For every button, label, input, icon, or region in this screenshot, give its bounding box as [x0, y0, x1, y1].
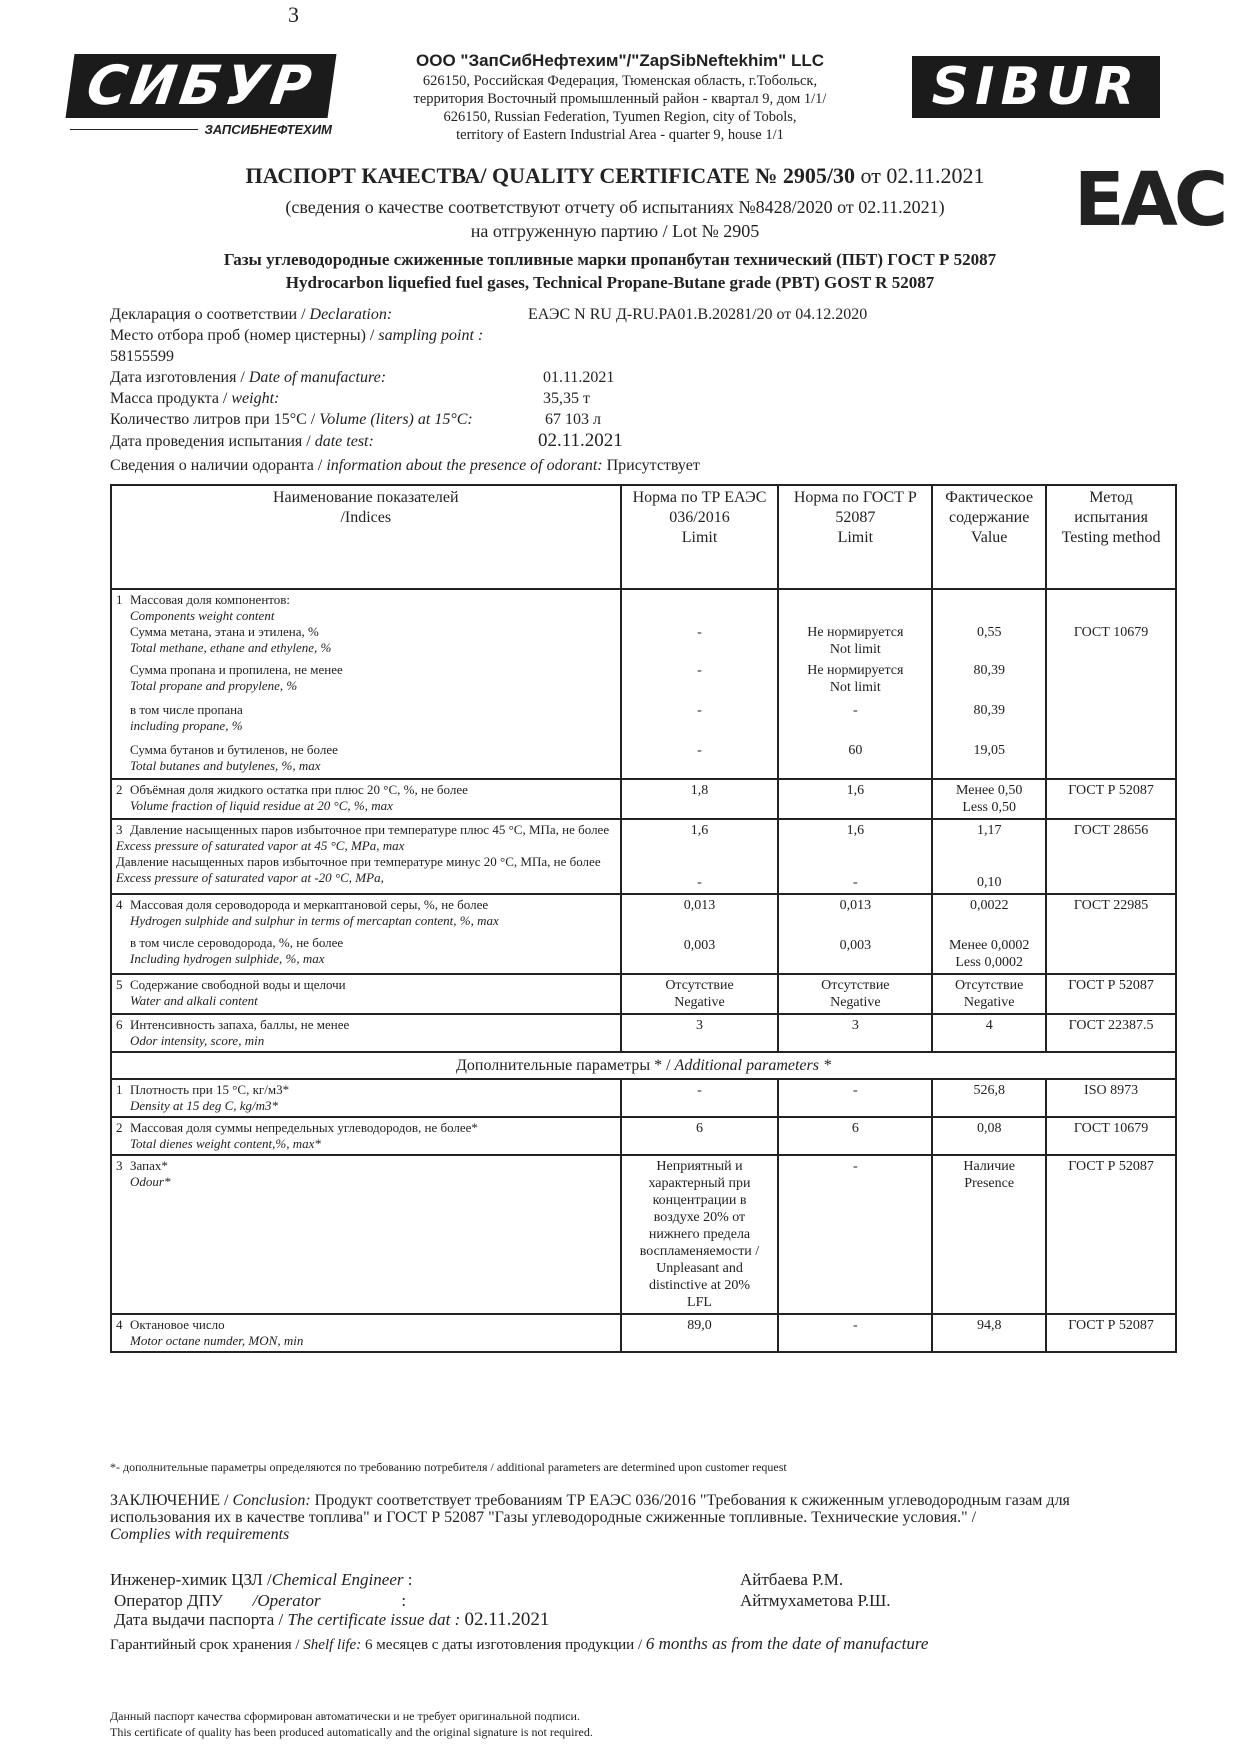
- mfg-value: 01.11.2021: [543, 369, 615, 386]
- product-ru: Газы углеводородные сжиженные топливные марки пропанбутан технический (ПБТ) ГОСТ Р 52087: [223, 250, 997, 269]
- meta-volume: Количество литров при 15°С / Volume (liters) at 15°С:: [110, 411, 473, 428]
- table-row: 1 Плотность при 15 °С, кг/м3* Density at 15 deg C, kg/m3* - - 526,8 ISO 8973: [111, 1079, 1176, 1117]
- company-name: ООО "ЗапСибНефтехим"/"ZapSibNeftekhim" LLC: [416, 51, 824, 70]
- title-info: [180, 195, 1050, 243]
- table-row: 3 Запах* Odour* Неприятный и характерный при концентрации в воздухе 20% от нижнего предела воспламеняемости / Unpleasant and distinctive at 20% LFL - Наличие Presence ГОСТ Р 52087: [111, 1155, 1176, 1314]
- title-from: от: [860, 163, 881, 188]
- table-row: 5 Содержание свободной воды и щелочи Water and alkali content Отсутствие Negative Отсутствие Negative Отсутствие Negative ГОСТ Р 52087: [111, 974, 1176, 1014]
- page-number: 3: [288, 2, 299, 27]
- additional-header-row: Дополнительные параметры * / Additional parameters *: [111, 1052, 1176, 1079]
- certificate-number: 2905/30: [782, 163, 856, 188]
- eac-mark: ЕАС: [1074, 157, 1225, 243]
- meta-mfg: Дата изготовления / Date of manufacture:: [110, 369, 387, 386]
- logo-subtitle: ЗАПСИБНЕФТЕХИМ: [204, 122, 332, 137]
- table-row: 3 Давление насыщенных паров избыточное при температуре плюс 45 °С, МПа, не более Excess pressure of saturated vapor at 45 °C, MPa, max Давление насыщенных паров избыточное при температуре минус 20 °С, МПа, не более Excess pressure of saturated vapor at -20 °C, MPa, 1,6 - 1,6 - 1,17 0,10 ГОСТ 28656: [111, 819, 1176, 894]
- declaration-value: ЕАЭС N RU Д-RU.PA01.B.20281/20 от 04.12.2020: [528, 306, 868, 323]
- header-value: Фактическое содержание Value: [932, 485, 1046, 589]
- footnote: *- дополнительные параметры определяются по требованию потребителя / additional parameters are determined upon customer request: [110, 1460, 787, 1474]
- volume-value: 67 103 л: [545, 411, 601, 428]
- footer-note: Данный паспорт качества сформирован автоматически и не требует оригинальной подписи. This certificate of quality has been produced automatically and the original signature is not required.: [110, 1709, 593, 1739]
- certificate-title: [160, 162, 1070, 190]
- quality-table: [110, 484, 1177, 1353]
- address-line: территория Восточный промышленный район - квартал 9, дом 1/1/: [413, 91, 827, 107]
- engineer-name: Айтбаева Р.М.: [740, 1570, 844, 1589]
- table-header: [111, 485, 1176, 589]
- shelf-life: Гарантийный срок хранения / Shelf life: 6 месяцев с даты изготовления продукции / 6 months as from the date of manufacture: [110, 1634, 929, 1653]
- product-name: [140, 248, 1080, 294]
- header-indices: Наименование показателей /Indices: [111, 485, 621, 589]
- title-main: ПАСПОРТ КАЧЕСТВА/ QUALITY CERTIFICATE №: [245, 163, 778, 188]
- header-method: Метод испытания Testing method: [1046, 485, 1176, 589]
- certificate-date: 02.11.2021: [886, 163, 985, 188]
- meta-test-date: Дата проведения испытания / date test:: [110, 433, 374, 450]
- company-block: [370, 52, 870, 144]
- weight-value: 35,35 т: [543, 390, 590, 407]
- meta-weight: Масса продукта / weight:: [110, 390, 280, 407]
- header-gost-limit: Норма по ГОСТ Р 52087 Limit: [778, 485, 932, 589]
- sibur-logo-right: SIBUR: [912, 56, 1160, 118]
- table-row: 2 Массовая доля суммы непредельных углеводородов, не более* Total dienes weight content,%, max* 6 6 0,08 ГОСТ 10679: [111, 1117, 1176, 1155]
- address-line: 626150, Российская Федерация, Тюменская область, г.Тобольск,: [422, 73, 818, 89]
- header-tr-limit: Норма по ТР ЕАЭС 036/2016 Limit: [621, 485, 779, 589]
- address-line: territory of Eastern Industrial Area - quarter 9, house 1/1: [456, 127, 784, 143]
- table-row: 4 Массовая доля сероводорода и меркаптановой серы, %, не более Hydrogen sulphide and sulphur in terms of mercaptan content, %, max в том числе сероводорода, %, не более Including hydrogen sulphide, %, max 0,013 0,003 0,013 0,003 0,0022 Менее 0,0002 Less 0,0002 ГОСТ 22985: [111, 894, 1176, 974]
- meta-sampling: Место отбора проб (номер цистерны) / sampling point :: [110, 327, 484, 344]
- table-row: 6 Интенсивность запаха, баллы, не менее Odor intensity, score, min 3 3 4 ГОСТ 22387.5: [111, 1014, 1176, 1052]
- issue-date-line: Дата выдачи паспорта / The certificate issue dat : 02.11.2021: [114, 1609, 550, 1630]
- product-en: Hydrocarbon liquefied fuel gases, Technical Propane-Butane grade (PBT) GOST R 52087: [285, 273, 935, 292]
- logo-mark: СИБУР: [66, 54, 337, 118]
- lot-info: на отгруженную партию / Lot № 2905: [470, 221, 760, 241]
- meta-odorant: Сведения о наличии одоранта / information about the presence of odorant: Присутствует: [110, 457, 700, 474]
- engineer-line: Инженер-химик ЦЗЛ /Chemical Engineer :: [110, 1570, 413, 1589]
- meta-decl: Декларация о соответствии / Declaration:: [110, 306, 393, 323]
- operator-line: Оператор ДПУ /Operator :: [114, 1591, 407, 1610]
- table-row: 2 Объёмная доля жидкого остатка при плюс 20 °С, %, не более Volume fraction of liquid residue at 20 °C, %, max 1,8 1,6 Менее 0,50 Less 0,50 ГОСТ Р 52087: [111, 779, 1176, 819]
- address-line: 626150, Russian Federation, Tyumen Region, city of Tobols,: [443, 109, 797, 125]
- sibur-logo-left: [70, 54, 332, 137]
- operator-name: Айтмухаметова Р.Ш.: [740, 1591, 891, 1610]
- conclusion: ЗАКЛЮЧЕНИЕ / Conclusion: Продукт соответствует требованиям ТР ЕАЭС 036/2016 "Требования к сжиженным углеводородным газам для использования их в качестве топлива" и ГОСТ Р 52087 "Газы углеводородные сжиженные топливные. Технические условия." / Complies with requirements: [110, 1492, 1070, 1543]
- test-date-value: 02.11.2021: [538, 430, 623, 451]
- report-info: (сведения о качестве соответствуют отчету об испытаниях №8428/2020 от 02.11.2021): [285, 197, 945, 217]
- sampling-value: 58155599: [110, 348, 174, 365]
- table-row: 1 Массовая доля компонентов: Components weight content Сумма метана, этана и этилена, % Total methane, ethane and ethylene, % Сумма пропана и пропилена, не менее Total propane and propylene, % в том числе пропана including propane, % Сумма бутанов и бутиленов, не более Total butanes and butylenes, %, max - - - - Не нормируется Not limit Не нормируется Not limit - 60 0,55 80,39 80,39 19,05 ГОСТ 10679: [111, 589, 1176, 779]
- table-row: 4 Октановое число Motor octane numder, MON, min 89,0 - 94,8 ГОСТ Р 52087: [111, 1314, 1176, 1352]
